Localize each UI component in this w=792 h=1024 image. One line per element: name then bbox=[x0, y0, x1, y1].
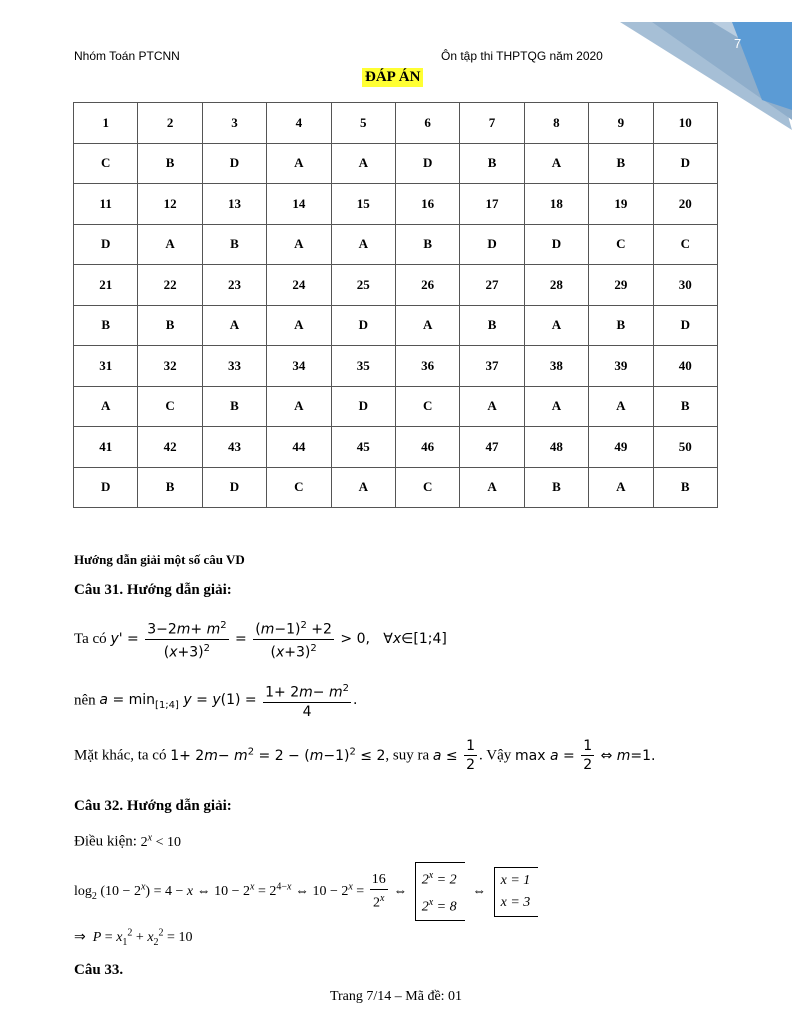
question-number-cell: 17 bbox=[460, 184, 524, 225]
answer-cell: A bbox=[267, 224, 331, 265]
answer-cell: C bbox=[74, 143, 138, 184]
question-number-cell: 44 bbox=[267, 427, 331, 468]
answer-cell: A bbox=[331, 224, 395, 265]
question-number-cell: 23 bbox=[202, 265, 266, 306]
q31-bound-formula: a ≤ $\frac{1}{2}$ bbox=[432, 738, 476, 773]
question-number-cell: 9 bbox=[589, 103, 653, 144]
answer-cell: B bbox=[74, 305, 138, 346]
q33-title: Câu 33. bbox=[74, 962, 124, 978]
answer-cell: B bbox=[395, 224, 459, 265]
question-number-cell: 46 bbox=[395, 427, 459, 468]
answer-table-row bbox=[74, 103, 718, 144]
footer: Trang 7/14 – Mã đề: 01 bbox=[329, 989, 463, 1004]
answer-cell: D bbox=[202, 467, 266, 508]
q31-result-formula: max a = $\frac{1}{2}$ ⇔ m=1. bbox=[515, 738, 656, 773]
answer-cell: D bbox=[331, 305, 395, 346]
question-number-cell: 26 bbox=[395, 265, 459, 306]
answer-cell: B bbox=[202, 386, 266, 427]
q31-l3-then: . Vậy bbox=[479, 747, 512, 764]
question-number-cell: 38 bbox=[524, 346, 588, 387]
q31-l3-mid: , suy ra bbox=[385, 747, 430, 764]
solutions-heading: Hướng dẫn giải một số câu VD bbox=[74, 552, 245, 567]
answer-table-row bbox=[74, 265, 718, 306]
answer-cell: B bbox=[524, 467, 588, 508]
q31-ineq-formula: $1+ 2m- m^2 = 2 - (m-1)^2 \le 2$ bbox=[170, 745, 386, 764]
q32-title: Câu 32. Hướng dẫn giải: bbox=[74, 798, 232, 814]
page-number: 7 bbox=[734, 36, 742, 51]
answer-cell: B bbox=[589, 305, 653, 346]
question-number-cell: 24 bbox=[267, 265, 331, 306]
question-number-cell: 47 bbox=[460, 427, 524, 468]
answer-cell: B bbox=[138, 467, 202, 508]
question-number-cell: 12 bbox=[138, 184, 202, 225]
question-number-cell: 30 bbox=[653, 265, 717, 306]
answer-cell: D bbox=[460, 224, 524, 265]
question-number-cell: 41 bbox=[74, 427, 138, 468]
answer-cell: D bbox=[331, 386, 395, 427]
question-number-cell: 6 bbox=[395, 103, 459, 144]
question-number-cell: 48 bbox=[524, 427, 588, 468]
q31-min-formula: $a = \min_{[1;4]} y = y(1)$ = $\frac{1+ 2m- m^2}{4}$ . bbox=[99, 692, 357, 708]
answer-cell: D bbox=[653, 143, 717, 184]
q32-result bbox=[74, 927, 192, 947]
answer-cell: A bbox=[460, 386, 524, 427]
question-number-cell: 19 bbox=[589, 184, 653, 225]
answer-cell: A bbox=[74, 386, 138, 427]
answer-cell: A bbox=[202, 305, 266, 346]
answer-cell: A bbox=[267, 143, 331, 184]
answer-cell: D bbox=[653, 305, 717, 346]
q32-condition-formula: $2^x < 10$ bbox=[140, 832, 182, 850]
question-number-cell: 40 bbox=[653, 346, 717, 387]
answer-cell: A bbox=[331, 143, 395, 184]
question-number-cell: 5 bbox=[331, 103, 395, 144]
answer-cell: B bbox=[138, 143, 202, 184]
question-number-cell: 50 bbox=[653, 427, 717, 468]
answer-cell: D bbox=[202, 143, 266, 184]
answer-cell: A bbox=[331, 467, 395, 508]
answer-cell: A bbox=[524, 143, 588, 184]
question-number-cell: 45 bbox=[331, 427, 395, 468]
question-number-cell: 27 bbox=[460, 265, 524, 306]
answer-cell: A bbox=[524, 386, 588, 427]
question-number-cell: 15 bbox=[331, 184, 395, 225]
answer-cell: D bbox=[395, 143, 459, 184]
q31-derivative-formula: y' = $\frac{3-2m+ m^2}{(x+3)^2}$ = $\frac{(m-1)^2 +2}{(x+3)^2}$ > 0, ∀x∈[1;4] bbox=[110, 631, 446, 647]
question-number-cell: 20 bbox=[653, 184, 717, 225]
answer-table-row bbox=[74, 305, 718, 346]
answer-cell: C bbox=[267, 467, 331, 508]
question-number-cell: 16 bbox=[395, 184, 459, 225]
answer-table-row bbox=[74, 427, 718, 468]
answer-cell: D bbox=[74, 224, 138, 265]
question-number-cell: 31 bbox=[74, 346, 138, 387]
answer-cell: B bbox=[653, 467, 717, 508]
answer-cell: B bbox=[653, 386, 717, 427]
q31-l3-prefix: Mặt khác, ta có bbox=[74, 747, 167, 764]
q31-title: Câu 31. Hướng dẫn giải: bbox=[74, 582, 232, 598]
question-number-cell: 35 bbox=[331, 346, 395, 387]
question-number-cell: 22 bbox=[138, 265, 202, 306]
answer-cell: C bbox=[395, 467, 459, 508]
question-number-cell: 49 bbox=[589, 427, 653, 468]
answer-cell: A bbox=[395, 305, 459, 346]
answer-cell: A bbox=[267, 305, 331, 346]
header-left: Nhóm Toán PTCNN bbox=[74, 49, 180, 63]
answer-cell: A bbox=[460, 467, 524, 508]
q32-equation bbox=[74, 862, 542, 921]
question-number-cell: 18 bbox=[524, 184, 588, 225]
answer-cell: A bbox=[138, 224, 202, 265]
question-number-cell: 33 bbox=[202, 346, 266, 387]
q32-condition bbox=[74, 832, 181, 851]
answer-cell: B bbox=[138, 305, 202, 346]
answer-cell: A bbox=[589, 386, 653, 427]
question-number-cell: 21 bbox=[74, 265, 138, 306]
q31-l2-prefix: nên bbox=[74, 692, 96, 709]
answer-table bbox=[73, 102, 718, 508]
question-number-cell: 42 bbox=[138, 427, 202, 468]
question-number-cell: 13 bbox=[202, 184, 266, 225]
question-number-cell: 32 bbox=[138, 346, 202, 387]
q31-line2 bbox=[74, 680, 357, 721]
question-number-cell: 34 bbox=[267, 346, 331, 387]
q31-line3 bbox=[74, 737, 656, 774]
question-number-cell: 37 bbox=[460, 346, 524, 387]
question-number-cell: 10 bbox=[653, 103, 717, 144]
q31-line1 bbox=[74, 617, 447, 661]
question-number-cell: 2 bbox=[138, 103, 202, 144]
answer-table-row bbox=[74, 346, 718, 387]
q32-log-formula: $\log_2 (10 - 2^x) = 4 - x$ ⇔ $10 - 2^x = 2^{4-x}$ ⇔ $10 - 2^x$ = $\frac{16}{2^x}$ ⇔ $2^x = 2$ $2^x = 8$ ⇔ x = 1 x = 3 bbox=[74, 884, 542, 899]
question-number-cell: 43 bbox=[202, 427, 266, 468]
question-number-cell: 7 bbox=[460, 103, 524, 144]
q31-l1-prefix: Ta có bbox=[74, 631, 107, 648]
question-number-cell: 28 bbox=[524, 265, 588, 306]
answer-cell: A bbox=[589, 467, 653, 508]
answer-cell: B bbox=[460, 143, 524, 184]
answer-cell: D bbox=[524, 224, 588, 265]
question-number-cell: 29 bbox=[589, 265, 653, 306]
question-number-cell: 4 bbox=[267, 103, 331, 144]
answer-cell: D bbox=[74, 467, 138, 508]
answer-cell: B bbox=[589, 143, 653, 184]
answer-cell: C bbox=[138, 386, 202, 427]
q32-condition-label: Điều kiện: bbox=[74, 833, 137, 850]
question-number-cell: 36 bbox=[395, 346, 459, 387]
question-number-cell: 3 bbox=[202, 103, 266, 144]
answer-cell: B bbox=[202, 224, 266, 265]
answer-table-row bbox=[74, 184, 718, 225]
answer-table-row bbox=[74, 467, 718, 508]
question-number-cell: 39 bbox=[589, 346, 653, 387]
answer-cell: C bbox=[653, 224, 717, 265]
question-number-cell: 11 bbox=[74, 184, 138, 225]
question-number-cell: 14 bbox=[267, 184, 331, 225]
answer-table-row bbox=[74, 386, 718, 427]
answer-cell: C bbox=[395, 386, 459, 427]
answer-cell: A bbox=[267, 386, 331, 427]
answer-cell: A bbox=[524, 305, 588, 346]
header-right: Ôn tập thi THPTQG năm 2020 bbox=[441, 49, 603, 63]
question-number-cell: 25 bbox=[331, 265, 395, 306]
question-number-cell: 8 bbox=[524, 103, 588, 144]
answer-title: ĐÁP ÁN bbox=[362, 68, 423, 87]
question-number-cell: 1 bbox=[74, 103, 138, 144]
answer-table-row bbox=[74, 224, 718, 265]
answer-cell: B bbox=[460, 305, 524, 346]
answer-cell: C bbox=[589, 224, 653, 265]
q32-result-formula: ⇒ $P = x_1^2 + x_2^2 = 10$ bbox=[74, 927, 193, 948]
answer-table-row bbox=[74, 143, 718, 184]
